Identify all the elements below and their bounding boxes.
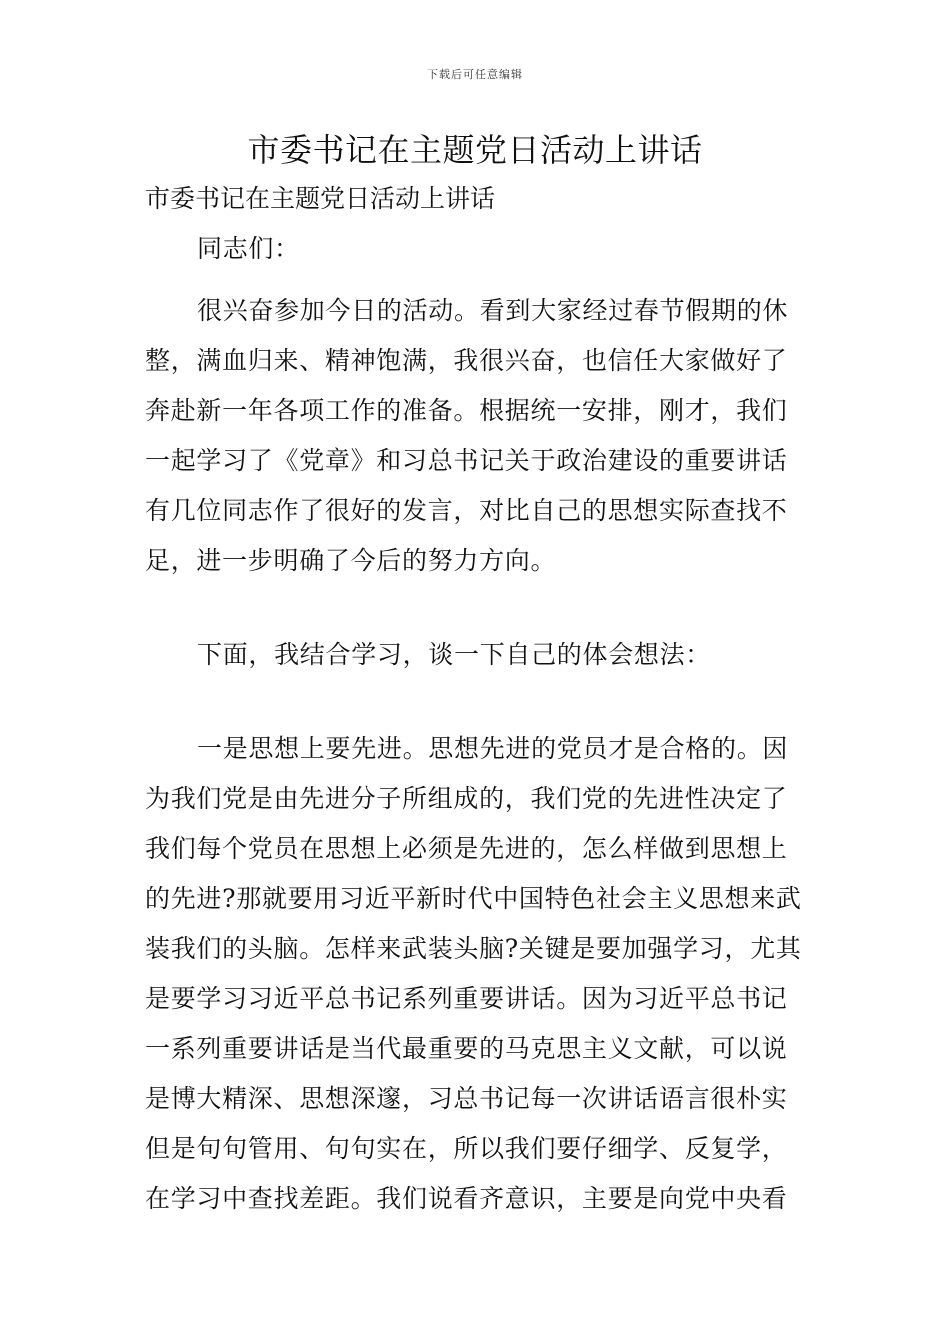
spacer — [145, 274, 807, 286]
document-title: 市委书记在主题党日活动上讲话 — [247, 131, 703, 169]
paragraph-line: 很兴奋参加今日的活动。看到大家经过春节假期的休 — [197, 296, 789, 325]
paragraph-line: 整，满血归来、精神饱满，我很兴奋，也信任大家做好了 — [145, 346, 788, 375]
paragraph-line: 在学习中查找差距。我们说看齐意识，主要是向党中央看 — [145, 1184, 788, 1213]
paragraph-spacer — [145, 680, 807, 724]
paragraph-line: 的先进?那就要用习近平新时代中国特色社会主义思想来武 — [145, 884, 802, 913]
salutation: 同志们： — [197, 234, 300, 263]
paragraph-line: 是要学习习近平总书记系列重要讲话。因为习近平总书记 — [145, 984, 788, 1013]
paragraph-line: 我们每个党员在思想上必须是先进的，怎么样做到思想上 — [145, 834, 788, 863]
paragraph-spacer — [145, 586, 807, 630]
document-body — [145, 174, 807, 1224]
document-subtitle: 市委书记在主题党日活动上讲话 — [145, 184, 496, 213]
paragraph-1 — [145, 286, 807, 586]
paragraph-line: 但是句句管用、句句实在，所以我们要仔细学、反复学， — [145, 1134, 788, 1163]
paragraph-line: 奔赴新一年各项工作的准备。根据统一安排，刚才，我们 — [145, 396, 788, 425]
paragraph-line: 一系列重要讲话是当代最重要的马克思主义文献，可以说 — [145, 1034, 788, 1063]
paragraph-line: 为我们党是由先进分子所组成的，我们党的先进性决定了 — [145, 784, 788, 813]
header-note: 下载后可任意编辑 — [427, 68, 523, 81]
paragraph-line: 一起学习了《党章》和习总书记关于政治建设的重要讲话 — [145, 446, 788, 475]
paragraph-line: 有几位同志作了很好的发言，对比自己的思想实际查找不 — [145, 496, 788, 525]
paragraph-line: 足，进一步明确了今后的努力方向。 — [145, 546, 557, 575]
paragraph-line: 是博大精深、思想深邃，习总书记每一次讲话语言很朴实 — [145, 1084, 788, 1113]
paragraph-line: 下面，我结合学习，谈一下自己的体会想法： — [197, 640, 712, 669]
paragraph-2 — [145, 630, 807, 680]
paragraph-line: 装我们的头脑。怎样来武装头脑?关键是要加强学习，尤其 — [145, 934, 802, 963]
paragraph-line: 一是思想上要先进。思想先进的党员才是合格的。因 — [197, 734, 789, 763]
paragraph-3 — [145, 724, 807, 1224]
